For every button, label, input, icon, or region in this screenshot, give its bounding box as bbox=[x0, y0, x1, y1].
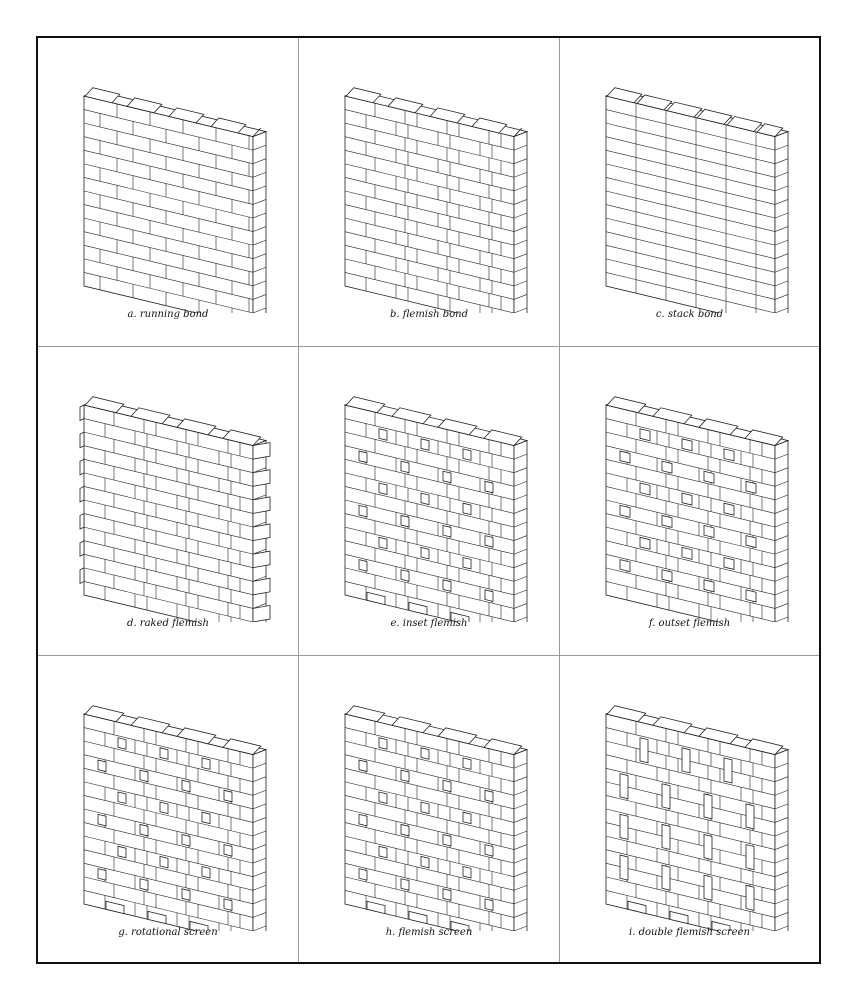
screen-opening bbox=[682, 748, 690, 773]
outset-header bbox=[682, 547, 692, 559]
screen-opening bbox=[359, 760, 367, 771]
inset-flemish-wall bbox=[299, 347, 559, 622]
outset-header bbox=[662, 570, 672, 582]
panel-c bbox=[560, 38, 819, 347]
screen-opening bbox=[443, 889, 451, 900]
screen-opening bbox=[463, 503, 471, 514]
screen-opening bbox=[485, 536, 493, 547]
screen-opening bbox=[401, 461, 409, 472]
panel-caption: f. outset flemish bbox=[648, 618, 731, 629]
screen-opening bbox=[202, 758, 210, 769]
screen-opening bbox=[746, 804, 754, 829]
outset-header bbox=[724, 557, 734, 569]
screen-opening bbox=[98, 814, 106, 825]
screen-opening bbox=[359, 869, 367, 880]
outset-header bbox=[746, 481, 756, 493]
panel-h bbox=[299, 656, 560, 962]
screen-opening bbox=[463, 557, 471, 568]
screen-opening bbox=[401, 824, 409, 835]
screen-opening bbox=[485, 845, 493, 856]
screen-opening bbox=[118, 846, 126, 857]
screen-opening bbox=[224, 899, 232, 910]
drawing-sheet bbox=[36, 36, 821, 964]
screen-opening bbox=[379, 792, 387, 803]
outset-header bbox=[640, 537, 650, 549]
screen-opening bbox=[421, 748, 429, 759]
screen-opening bbox=[463, 866, 471, 877]
screen-opening bbox=[140, 824, 148, 835]
outset-header bbox=[682, 493, 692, 505]
outset-header bbox=[724, 503, 734, 515]
screen-opening bbox=[359, 560, 367, 571]
screen-opening bbox=[662, 824, 670, 849]
screen-opening bbox=[421, 439, 429, 450]
screen-opening bbox=[359, 451, 367, 462]
screen-opening bbox=[485, 481, 493, 492]
screen-opening bbox=[379, 483, 387, 494]
screen-opening bbox=[359, 505, 367, 516]
screen-opening bbox=[118, 738, 126, 749]
flemish-screen-wall bbox=[299, 656, 559, 931]
screen-opening bbox=[401, 570, 409, 581]
wall-end bbox=[514, 132, 527, 313]
outset-header bbox=[640, 429, 650, 441]
panel-e bbox=[299, 347, 560, 656]
screen-opening bbox=[224, 790, 232, 801]
outset-header bbox=[620, 451, 630, 463]
outset-header bbox=[704, 580, 714, 592]
screen-opening bbox=[443, 780, 451, 791]
wall-end bbox=[775, 441, 788, 622]
screen-opening bbox=[704, 794, 712, 819]
screen-opening bbox=[662, 784, 670, 809]
screen-opening bbox=[140, 770, 148, 781]
screen-opening bbox=[704, 835, 712, 860]
screen-opening bbox=[443, 580, 451, 591]
screen-opening bbox=[463, 758, 471, 769]
panel-b bbox=[299, 38, 560, 347]
panel-caption: a. running bond bbox=[127, 309, 209, 320]
screen-opening bbox=[379, 537, 387, 548]
screen-opening bbox=[640, 738, 648, 763]
panel-d bbox=[38, 347, 299, 656]
screen-opening bbox=[443, 526, 451, 537]
panel-caption: i. double flemish screen bbox=[629, 927, 750, 938]
outset-header bbox=[682, 439, 692, 451]
outset-header bbox=[724, 449, 734, 461]
screen-opening bbox=[421, 547, 429, 558]
screen-opening bbox=[182, 889, 190, 900]
raked-course-end bbox=[253, 470, 270, 487]
panel-caption: g. rotational screen bbox=[118, 927, 218, 938]
screen-opening bbox=[485, 590, 493, 601]
screen-opening bbox=[379, 738, 387, 749]
raked-course-end bbox=[253, 443, 270, 460]
screen-opening bbox=[98, 760, 106, 771]
screen-opening bbox=[463, 449, 471, 460]
screen-opening bbox=[463, 812, 471, 823]
screen-opening bbox=[401, 879, 409, 890]
wall-end bbox=[775, 132, 788, 313]
outset-header bbox=[620, 560, 630, 572]
wall-end bbox=[514, 441, 527, 622]
screen-opening bbox=[359, 814, 367, 825]
raked-course-end bbox=[80, 514, 84, 530]
screen-opening bbox=[443, 835, 451, 846]
screen-opening bbox=[620, 774, 628, 799]
screen-opening bbox=[224, 845, 232, 856]
raked-course-end bbox=[253, 497, 270, 514]
raked-course-end bbox=[253, 524, 270, 541]
outset-header bbox=[746, 590, 756, 602]
screen-opening bbox=[160, 802, 168, 813]
panel-caption: h. flemish screen bbox=[385, 927, 473, 938]
panel-caption: b. flemish bond bbox=[389, 309, 469, 320]
raked-course-end bbox=[80, 486, 84, 502]
raked-course-end bbox=[253, 551, 270, 568]
raked-course-end bbox=[80, 541, 84, 557]
raked-course-end bbox=[80, 459, 84, 475]
flemish-bond-wall bbox=[299, 38, 559, 313]
screen-opening bbox=[379, 846, 387, 857]
wall-end bbox=[514, 750, 527, 931]
rotational-screen-wall bbox=[38, 656, 298, 931]
screen-opening bbox=[401, 515, 409, 526]
screen-opening bbox=[379, 429, 387, 440]
raked-flemish-wall bbox=[38, 347, 298, 622]
outset-header bbox=[620, 505, 630, 517]
screen-opening bbox=[620, 855, 628, 880]
screen-opening bbox=[140, 879, 148, 890]
screen-opening bbox=[202, 812, 210, 823]
wall-end bbox=[253, 132, 266, 313]
wall-end bbox=[775, 750, 788, 931]
raked-course-end bbox=[253, 578, 270, 595]
screen-opening bbox=[421, 493, 429, 504]
screen-opening bbox=[485, 899, 493, 910]
screen-opening bbox=[443, 471, 451, 482]
screen-opening bbox=[160, 748, 168, 759]
panel-caption: c. stack bond bbox=[655, 309, 724, 320]
outset-flemish-wall bbox=[560, 347, 819, 622]
screen-opening bbox=[401, 770, 409, 781]
screen-opening bbox=[182, 835, 190, 846]
panel-i bbox=[560, 656, 819, 962]
screen-opening bbox=[98, 869, 106, 880]
screen-opening bbox=[620, 814, 628, 839]
screen-opening bbox=[724, 758, 732, 783]
screen-opening bbox=[421, 802, 429, 813]
panel-caption: d. raked flemish bbox=[127, 618, 209, 629]
screen-opening bbox=[160, 856, 168, 867]
screen-opening bbox=[202, 866, 210, 877]
stack-bond-wall bbox=[560, 38, 819, 313]
running-bond-wall bbox=[38, 38, 298, 313]
outset-header bbox=[662, 461, 672, 473]
screen-opening bbox=[746, 845, 754, 870]
double-flemish-screen-wall bbox=[560, 656, 819, 931]
screen-opening bbox=[421, 856, 429, 867]
screen-opening bbox=[118, 792, 126, 803]
panel-f bbox=[560, 347, 819, 656]
screen-opening bbox=[182, 780, 190, 791]
panel-a bbox=[38, 38, 299, 347]
screen-opening bbox=[746, 885, 754, 910]
wall-end bbox=[253, 750, 266, 931]
raked-course-end bbox=[80, 405, 84, 421]
outset-header bbox=[704, 526, 714, 538]
screen-opening bbox=[704, 875, 712, 900]
outset-header bbox=[746, 536, 756, 548]
outset-header bbox=[662, 515, 672, 527]
raked-course-end bbox=[80, 432, 84, 448]
screen-opening bbox=[662, 865, 670, 890]
raked-course-end bbox=[80, 568, 84, 584]
screen-opening bbox=[485, 790, 493, 801]
panel-g bbox=[38, 656, 299, 962]
outset-header bbox=[704, 471, 714, 483]
panel-caption: e. inset flemish bbox=[390, 618, 468, 629]
outset-header bbox=[640, 483, 650, 495]
